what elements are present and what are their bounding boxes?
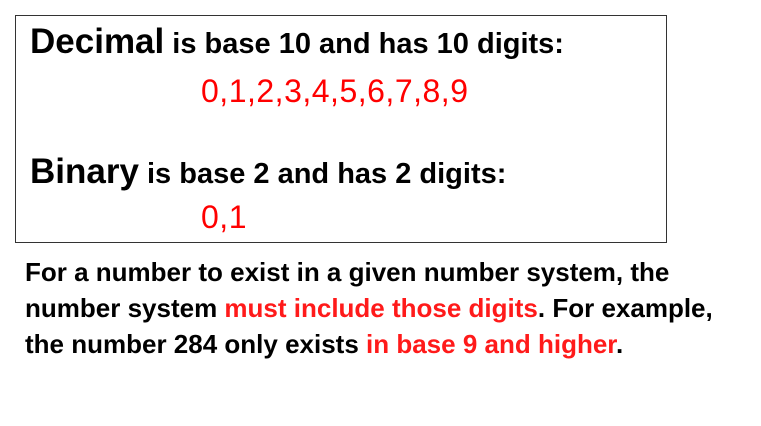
paragraph-text-2: . For example, the number 284 only exists <box>25 293 713 359</box>
paragraph-highlight-digits: must include those digits <box>224 293 538 323</box>
decimal-digits: 0,1,2,3,4,5,6,7,8,9 <box>201 73 469 109</box>
text-cursor-highlight <box>30 22 75 62</box>
binary-definition <box>30 152 506 192</box>
paragraph-text-1: For a number to exist in a given number system, the number system <box>25 257 670 323</box>
binary-description: is base 2 and has 2 digits: <box>138 158 507 190</box>
definitions-box <box>15 15 667 243</box>
decimal-description: is base 10 and has 10 digits: <box>164 28 564 60</box>
binary-digits: 0,1 <box>201 199 247 235</box>
paragraph-text-3: . <box>615 329 624 359</box>
decimal-term-start: De <box>30 22 75 61</box>
binary-term: Binary <box>30 152 139 191</box>
decimal-definition <box>30 22 564 62</box>
paragraph-highlight-base: in base 9 and higher <box>366 329 616 359</box>
decimal-term-rest: cimal <box>74 22 165 61</box>
explanation-paragraph <box>25 254 745 362</box>
